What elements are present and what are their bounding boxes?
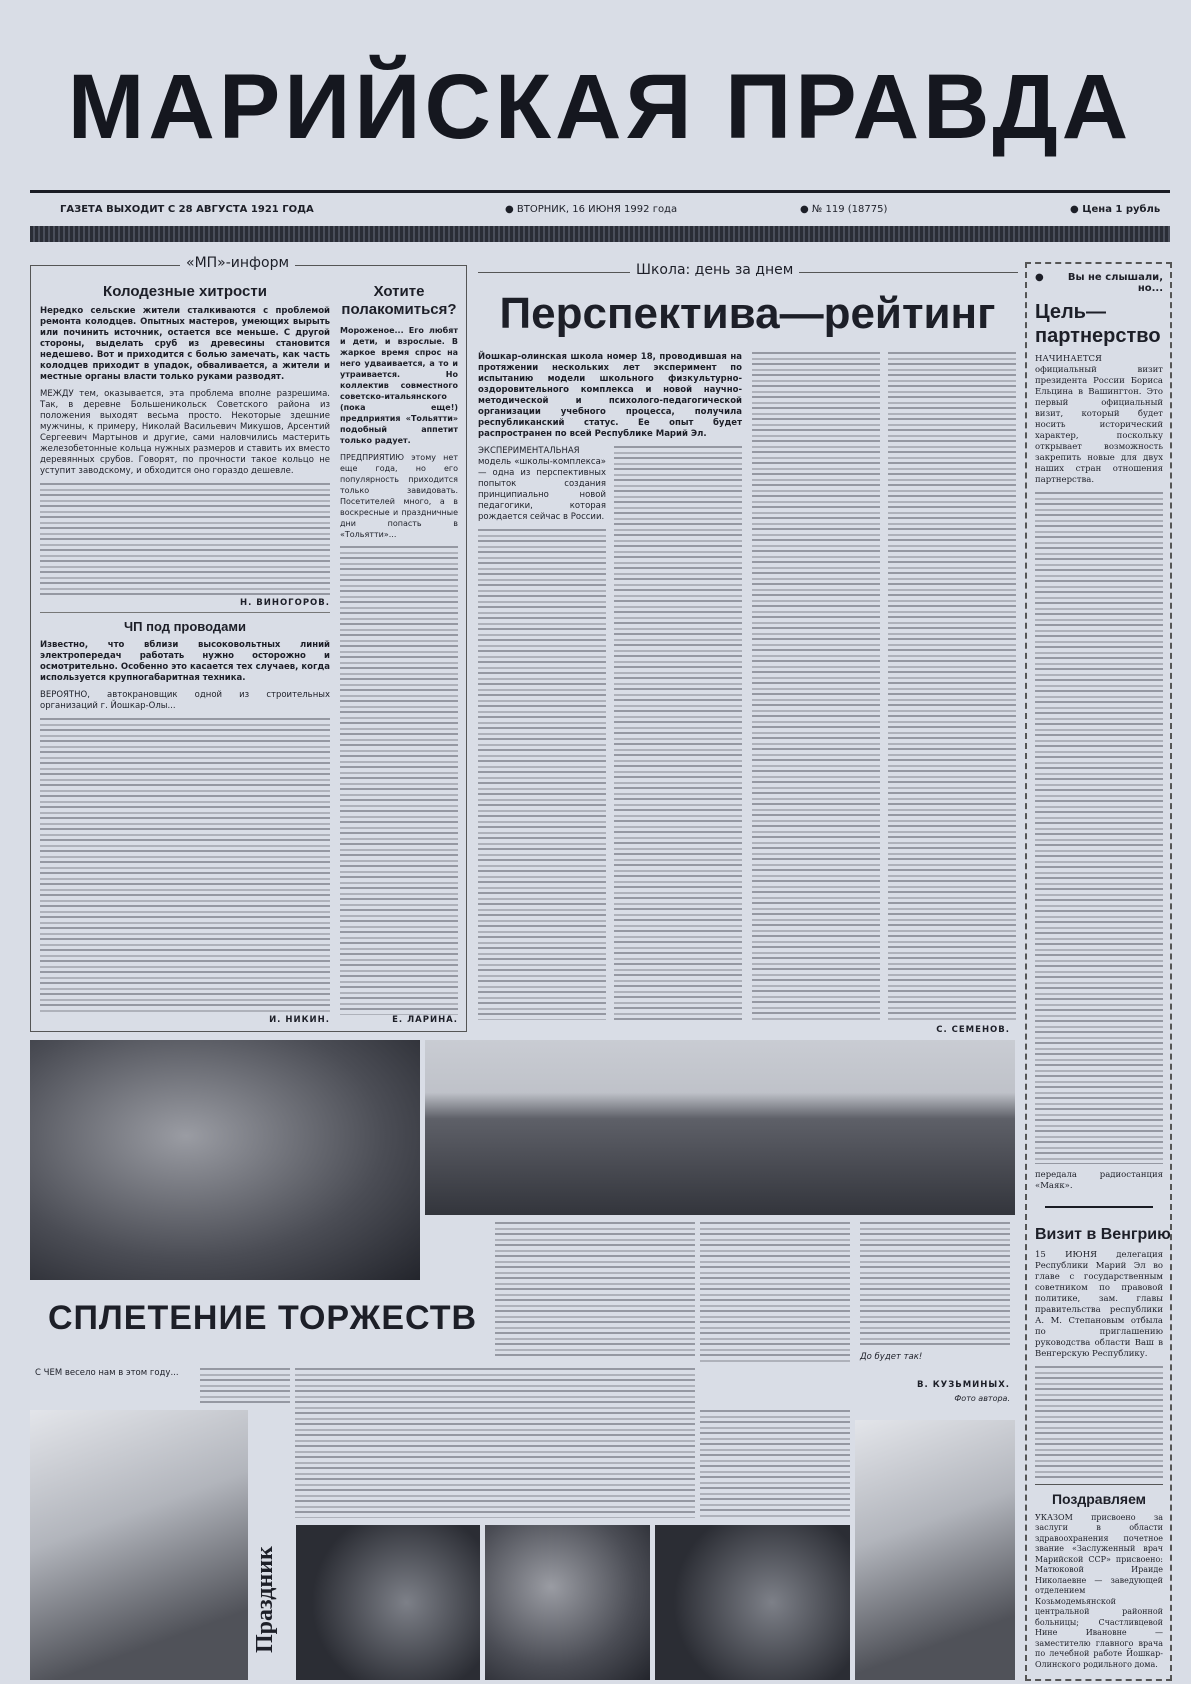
feature-body-texture [700, 1222, 850, 1362]
article-body-texture [340, 546, 458, 1015]
photo-celebration [485, 1525, 650, 1680]
feature-body: С ЧЕМ весело нам в этом году... [35, 1368, 179, 1378]
article-body-texture [888, 352, 1016, 1020]
article-lead-icecream: Мороженое... Его любят и дети, и взрослые. В жаркое время спрос на него удваивается, а то и утраивается. Но коллектив совместного советско-итальянского (пока еще!) предприятия «Тольятти» подобный аппетит только радует. [340, 326, 458, 445]
section-header-mp-inform: «МП»-информ [180, 255, 295, 271]
article-body-texture [614, 446, 742, 1020]
article-lead-rating: Йошкар-олинская школа номер 18, проводившая на протяжении нескольких лет эксперимент по испытанию модели школьного физкультурно-оздоровительного комплекса и новой научно-методической и психолого-педагогической организации учебного процесса, получила республиканский статус. Ее опыт будет распространен по всей Республике Марий Эл. [478, 352, 742, 439]
author-larina: Е. ЛАРИНА. [392, 1015, 458, 1025]
section-header-school: Школа: день за днем [630, 262, 799, 278]
article-lead-power-lines: Известно, что вблизи высоковольтных линий электропередач работать нужно осторожно и осмотрительно. Особенно это касается тех случаев, когда используется крупногабаритная техника. [40, 640, 330, 683]
rating-column-1 [478, 446, 606, 1020]
photo-credit: Фото автора. [954, 1394, 1010, 1403]
feature-title: СПЛЕТЕНИЕ ТОРЖЕСТВ [47, 1299, 478, 1337]
rubric-holiday: Праздник [252, 1546, 278, 1654]
article-body-congratulations: УКАЗОМ присвоено за заслуги в области здравоохранения почетное звание «Заслуженный врач Марийской ССР» присвоено: Матюковой Ираиде Николаевне — заведующей отделением Козьмодемьянской центральной районной больницы; Счастливцевой Нине Ивановне — заместителю главного врача по лечебной работе Йошкар-Олинского родильного дома. [1035, 1512, 1163, 1669]
article-title-icecream: Хотите полакомиться? [341, 283, 457, 318]
date: ВТОРНИК, 16 ИЮНЯ 1992 года [516, 204, 678, 215]
price-line: ● Цена 1 рубль [1070, 204, 1161, 215]
author-semenov: С. СЕМЕНОВ. [936, 1025, 1010, 1035]
photo-flag [855, 1420, 1015, 1680]
article-body-texture [752, 352, 880, 1020]
price: Цена 1 рубль [1082, 204, 1161, 215]
article-body-icecream: ПРЕДПРИЯТИЮ этому нет еще года, но его популярность приходится только завидовать. Посетителей много, а в воскресные и праздничные дни попасть в «Тольятти»... [340, 453, 458, 539]
article-title-power-lines: ЧП под проводами [124, 619, 246, 634]
article-body-power-lines: ВЕРОЯТНО, автокрановщик одной из строительных организаций г. Йошкар-Олы... [40, 690, 330, 711]
photo-dancers [296, 1525, 480, 1680]
kicker-not-heard [1035, 272, 1163, 294]
masthead-rule [30, 190, 1170, 193]
article-body-texture [1035, 492, 1163, 1164]
article-body-wells: МЕЖДУ тем, оказывается, эта проблема вполне разрешима. Так, в деревне Большеникольск Советского района из положения выходят весьма просто. Некоторые здешние мужчины, к примеру, Николай Васильевич Микушов, Арсентий Сергеевич Мартынов и другие, сами наловчились мастерить железобетонные кольца нужных размеров и ставить их вместо деревянных срубов. Говорят, по прочности такое кольцо не уступит заводскому, и обходится оно гораздо дешевле. [40, 389, 330, 476]
photo-women-folk-costume [30, 1040, 420, 1280]
issue-number: № 119 (18775) [811, 204, 888, 215]
article-title-hungary: Визит в Венгрию [1035, 1225, 1171, 1243]
article-lead-wells: Нередко сельские жители сталкиваются с проблемой ремонта колодцев. Опытных мастеров, умеющих вырыть или починить источник, остается все меньше. С другой стороны, выделать сруб из древесины становится недешево. Вот и приходится с болью замечать, как часть колодцев приходит в упадок, обваливается, а жители и местные органы власти только руками разводят. [40, 306, 330, 382]
feature-body-texture [860, 1222, 1010, 1347]
author-nikin: И. НИКИН. [269, 1015, 330, 1025]
issue-line: ● № 119 (18775) [800, 204, 888, 215]
article-title-partnership: Цель—партнерство [1035, 301, 1161, 347]
article-body-hungary: 15 ИЮНЯ делегация Республики Марий Эл во главе с государственным советником по правовой политике, зам. главы правительства республики А. М. Степановым отбыла по приглашению руководства области Ваш в Венгерскую Республику. [1035, 1249, 1163, 1359]
article-title-wells: Колодезные хитрости [103, 283, 267, 300]
date-line: ● ВТОРНИК, 16 ИЮНЯ 1992 года [505, 204, 678, 215]
kicker-text: Вы не слышали, но... [1067, 272, 1163, 294]
photo-children-flowers [30, 1410, 248, 1680]
article-icecream [340, 283, 458, 1025]
since-line: ГАЗЕТА ВЫХОДИТ С 28 АВГУСТА 1921 ГОДА [60, 204, 314, 215]
rating-columns [478, 446, 742, 1020]
feature-body-texture [495, 1222, 695, 1357]
article-body-rating: ЭКСПЕРИМЕНТАЛЬНАЯ модель «школы-комплекса» — одна из перспективных попыток создания принципиально новой педагогики, которая рождается сейчас в России. [478, 446, 606, 522]
article-body-texture [1035, 1366, 1163, 1478]
photo-crowd-square [425, 1040, 1015, 1215]
newspaper-title: МАРИЙСКАЯ ПРАВДА [67, 56, 1133, 158]
article-title-congratulations: Поздравляем [1051, 1490, 1147, 1507]
feature-body-texture [200, 1368, 290, 1404]
article-power-lines [40, 612, 330, 1025]
article-wells [40, 283, 330, 608]
article-body-texture [478, 529, 606, 1020]
right-column-content [1035, 272, 1171, 1670]
feature-body-texture [295, 1368, 695, 1518]
article-body-texture [40, 483, 330, 598]
article-rating-left [478, 352, 742, 1020]
photo-performers [655, 1525, 850, 1680]
article-title-rating: Перспектива—рейтинг [499, 289, 996, 338]
closing-line: До будет так! [860, 1352, 923, 1362]
author-vinogorov: Н. ВИНОГОРОВ. [239, 598, 330, 608]
source-mayak: передала радиостанция «Маяк». [1035, 1169, 1163, 1191]
masthead-band [30, 226, 1170, 242]
article-body-texture [40, 718, 330, 1015]
feature-body-texture [700, 1410, 850, 1518]
article-body-partnership: НАЧИНАЕТСЯ официальный визит президента России Бориса Ельцина в Вашингтон. Это первый официальный визит, который будет носить исторический характер, поскольку открывает возможность закрепить новые для двух наших стран отношения партнерства. [1035, 354, 1163, 485]
bullet-icon: ● [1035, 272, 1044, 283]
author-kuzminykh: В. КУЗЬМИНЫХ. [917, 1380, 1010, 1390]
